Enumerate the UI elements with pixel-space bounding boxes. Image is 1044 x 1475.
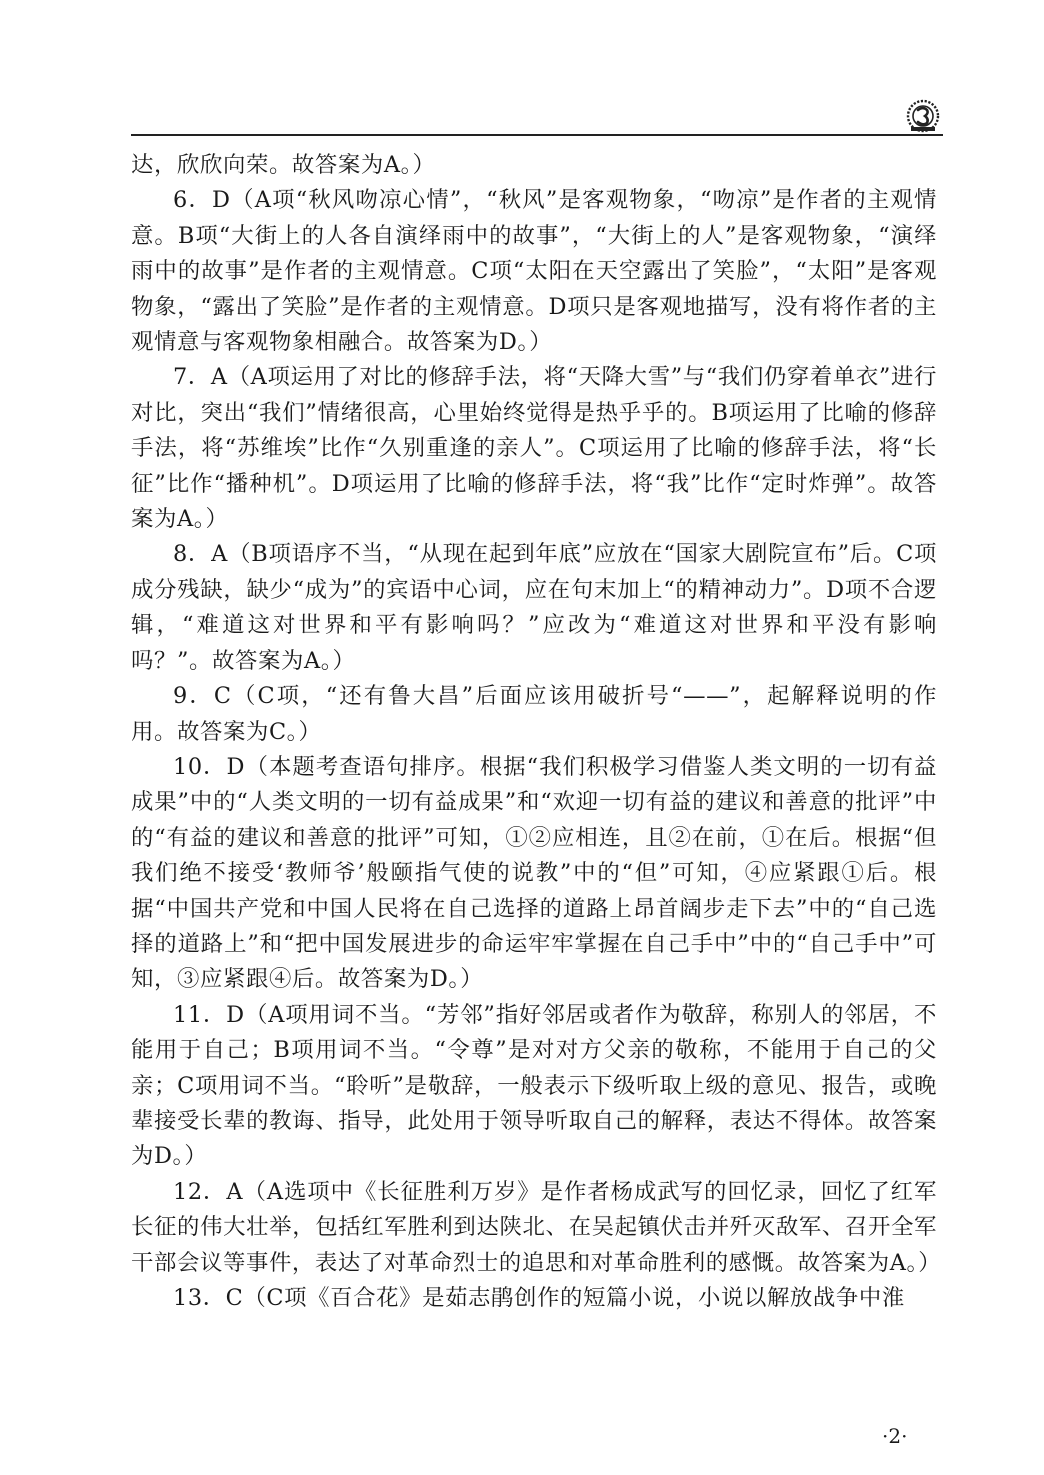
publisher-logo-icon: [905, 98, 941, 134]
page-number: ·2·: [882, 1424, 908, 1448]
paragraph-answer-6: 6．D（A项“秋风吻凉心情”，“秋风”是客观物象，“吻凉”是作者的主观情意。B项“大街上的人各自演绎雨中的故事”，“大街上的人”是客观物象，“演绎雨中的故事”是作者的主观情意。C项“太阳在天空露出了笑脸”，“太阳”是客观物象，“露出了笑脸”是作者的主观情意。D项只是客观地描写，没有将作者的主观情意与客观物象相融合。故答案为D。）: [131, 187, 937, 356]
header-rule: [131, 134, 943, 136]
paragraph-answer-13: 13．C（C项《百合花》是茹志鹃创作的短篇小说，小说以解放战争中淮: [173, 1285, 905, 1311]
paragraph-answer-8: 8．A（B项语序不当，“从现在起到年底”应放在“国家大剧院宣布”后。C项成分残缺，缺少“成为”的宾语中心词，应在句末加上“的精神动力”。D项不合逻辑，“难道这对世界和平有影响吗？”应改为“难道这对世界和平没有影响吗？”。故答案为A。）: [131, 541, 937, 674]
answer-explanations: [131, 148, 942, 1316]
paragraph-answer-11: 11．D（A项用词不当。“芳邻”指好邻居或者作为敬辞，称别人的邻居，不能用于自己；B项用词不当。“令尊”是对对方父亲的敬称，不能用于自己的父亲；C项用词不当。“聆听”是敬辞，一般表示下级听取上级的意见、报告，或晚辈接受长辈的教诲、指导，此处用于领导听取自己的解释，表达不得体。故答案为D。）: [131, 1001, 937, 1170]
paragraph-answer-7: 7．A（A项运用了对比的修辞手法，将“天降大雪”与“我们仍穿着单衣”进行对比，突出“我们”情绪很高，心里始终觉得是热乎乎的。B项运用了比喻的修辞手法，将“苏维埃”比作“久别重逢的亲人”。C项运用了比喻的修辞手法，将“长征”比作“播种机”。D项运用了比喻的修辞手法，将“我”比作“定时炸弹”。故答案为A。）: [131, 364, 937, 533]
paragraph-continued: 达，欣欣向荣。故答案为A。）: [131, 152, 436, 178]
paragraph-answer-12: 12．A（A选项中《长征胜利万岁》是作者杨成武写的回忆录，回忆了红军长征的伟大壮举，包括红军胜利到达陕北、在吴起镇伏击并歼灭敌军、召开全军干部会议等事件，表达了对革命烈士的追思和对革命胜利的感慨。故答案为A。）: [131, 1178, 942, 1276]
paragraph-answer-9: 9．C（C项，“还有鲁大昌”后面应该用破折号“——”，起解释说明的作用。故答案为C。）: [131, 683, 937, 745]
paragraph-answer-10: 10．D（本题考查语句排序。根据“我们积极学习借鉴人类文明的一切有益成果”中的“人类文明的一切有益成果”和“欢迎一切有益的建议和善意的批评”中的“有益的建议和善意的批评”可知，①②应相连，且②在前，①在后。根据“但我们绝不接受‘教师爷’般颐指气使的说教”中的“但”可知，④应紧跟①后。根据“中国共产党和中国人民将在自己选择的道路上昂首阔步走下去”中的“自己选择的道路上”和“把中国发展进步的命运牢牢掌握在自己手中”中的“自己手中”可知，③应紧跟④后。故答案为D。）: [131, 753, 937, 993]
